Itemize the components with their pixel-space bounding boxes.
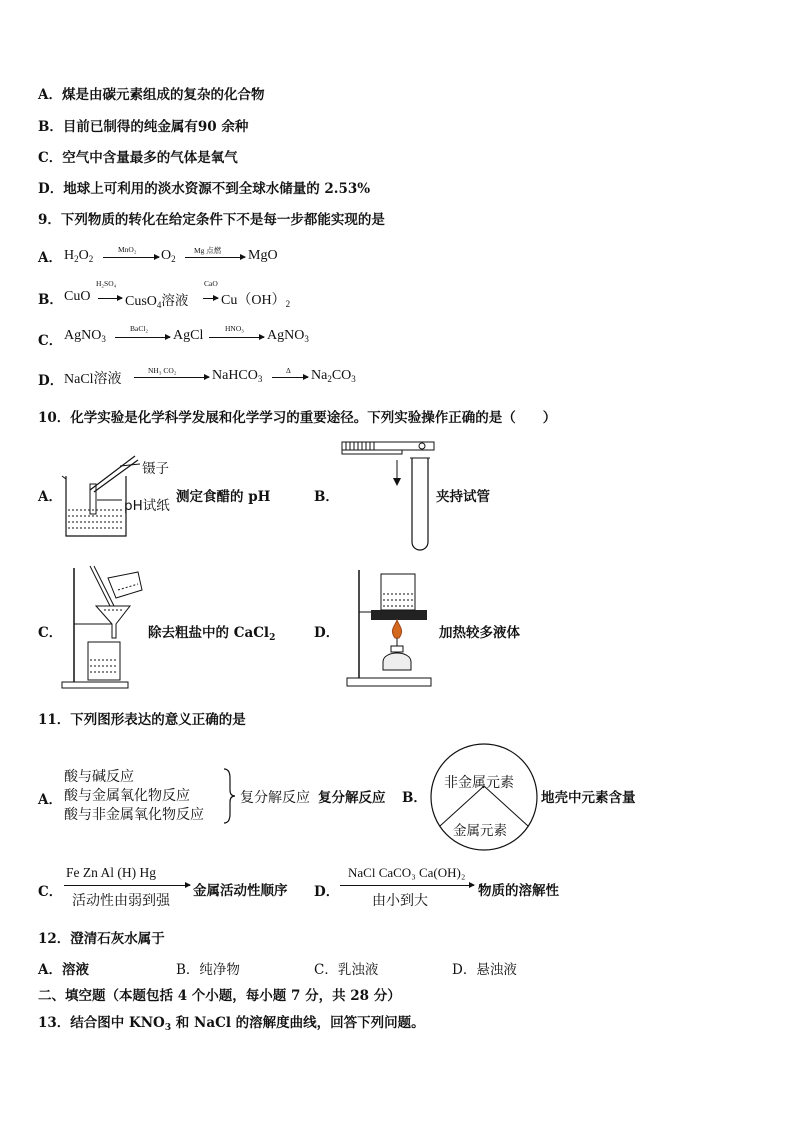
reaction-item-3: 酸与非金属氧化物反应 [64,807,204,823]
q10-b-label: B． [314,489,339,505]
q8-option-a: A．煤是由碳元素组成的复杂的化合物 [38,87,265,103]
solubility-direction-label: 由小到大 [372,893,428,909]
q11-b-label: B． [402,790,427,806]
filtration-illustration [60,564,150,690]
q13-stem: 13．结合图中 $KNO_3$ 和 NaCl 的溶解度曲线，回答下列问题。 [38,1015,425,1033]
nonmetal-element-label: 非金属元素 [444,775,514,791]
q11-c-text: 金属活动性顺序 [193,883,288,899]
q9-a-intermediate: $O_2$ [161,248,176,264]
right-brace [222,768,236,824]
solubility-arrow [340,885,474,886]
heating-liquid-illustration [345,566,435,688]
q11-a-label: A． [38,792,62,808]
q10-a-label: A． [38,489,62,505]
q8-option-d: D．地球上可利用的淡水资源不到全球水储量的 2.53% [38,181,371,197]
q9-a-condition-1: MnO₂ [118,245,137,254]
ph-paper-label: pH试纸 [124,498,170,514]
q11-stem: 11．下列图形表达的意义正确的是 [38,712,246,728]
q9-b-arrow-1 [98,298,122,299]
q9-c-arrow-1 [115,337,170,338]
q9-a-condition-2: Mg 点燃 [194,246,222,255]
q11-a-text: 复分解反应 [318,790,386,806]
q8-option-c: C．空气中含量最多的气体是氧气 [38,150,238,166]
q9-b-product: $Cu(OH)_2$ [221,293,291,309]
q10-c-label: C． [38,625,63,641]
q9-d-reactant: NaCl溶液 [64,372,122,387]
q12-option-a: A．溶液 [38,962,89,978]
metal-element-label: 金属元素 [453,823,507,839]
q9-d-arrow-1 [134,377,209,378]
q9-b-arrow-2 [203,298,218,299]
metal-activity-arrow [64,885,190,886]
q9-b-condition-1: H₂SO₄ [96,279,117,288]
q9-b-condition-2: CaO [204,279,218,288]
reaction-type-list [64,768,204,825]
tweezers-label: 镊子 [142,461,169,477]
q9-b-intermediate: CusO$_4$溶液 [125,293,189,310]
test-tube-clamp-illustration [340,440,440,552]
q10-stem: 10．化学实验是化学科学发展和化学学习的重要途径。下列实验操作正确的是（ ） [38,410,557,426]
q9-a-label: A． [38,250,62,266]
q9-stem: 9．下列物质的转化在给定条件下不是每一步都能实现的是 [38,212,385,228]
q10-b-text: 夹持试管 [436,489,490,505]
q9-c-condition-2: HNO₃ [225,324,244,333]
q9-c-label: C． [38,333,63,349]
q9-d-arrow-2 [272,377,308,378]
q9-c-reactant: AgNO$_3$ [64,328,106,344]
section-2-heading: 二、填空题（本题包括 4 个小题，每小题 7 分，共 28 分） [38,988,401,1004]
reaction-group-name: 复分解反应 [240,790,310,806]
q12-option-b: B．纯净物 [176,962,240,978]
q9-c-arrow-2 [209,337,264,338]
q11-d-label: D． [314,884,340,900]
metal-sequence: Fe Zn Al (H) Hg [66,865,156,880]
q10-c-text: 除去粗盐中的 CaCl$_2$ [148,625,276,643]
q9-a-arrow-2 [185,257,245,258]
q11-b-text: 地壳中元素含量 [541,790,636,806]
q9-d-label: D． [38,373,64,389]
activity-direction-label: 活动性由弱到强 [72,893,170,909]
q10-d-label: D． [314,625,340,641]
q11-d-text: 物质的溶解性 [478,883,559,899]
q9-a-product: MgO [248,248,278,263]
q9-d-condition-2: Δ [286,366,291,375]
q9-d-intermediate: NaHCO$_3$ [212,368,263,384]
q9-b-reactant: CuO [64,289,91,304]
q9-d-product: $Na_2CO_3$ [311,368,356,384]
q8-option-b: B．目前已制得的纯金属有90 余种 [38,119,249,135]
q9-a-reactant: $H_2O_2$ [64,248,94,264]
q9-d-condition-1: NH₃ CO₂ [148,366,177,375]
q9-c-product: AgNO$_3$ [267,328,309,344]
q12-option-c: C．乳浊液 [314,962,379,978]
solubility-sequence: NaCl CaCO₃ Ca(OH)₂ [348,865,466,880]
reaction-item-1: 酸与碱反应 [64,769,134,785]
reaction-item-2: 酸与金属氧化物反应 [64,788,190,804]
q9-a-arrow-1 [103,257,159,258]
q9-c-condition-1: BaCl₂ [130,324,149,333]
q9-c-intermediate: AgCl [173,328,204,343]
q10-a-text: 测定食醋的 pH [176,489,271,505]
q11-c-label: C． [38,884,63,900]
q12-option-d: D．悬浊液 [452,962,517,978]
q10-d-text: 加热较多液体 [439,625,520,641]
q9-b-label: B． [38,292,63,308]
q12-stem: 12．澄清石灰水属于 [38,931,165,947]
